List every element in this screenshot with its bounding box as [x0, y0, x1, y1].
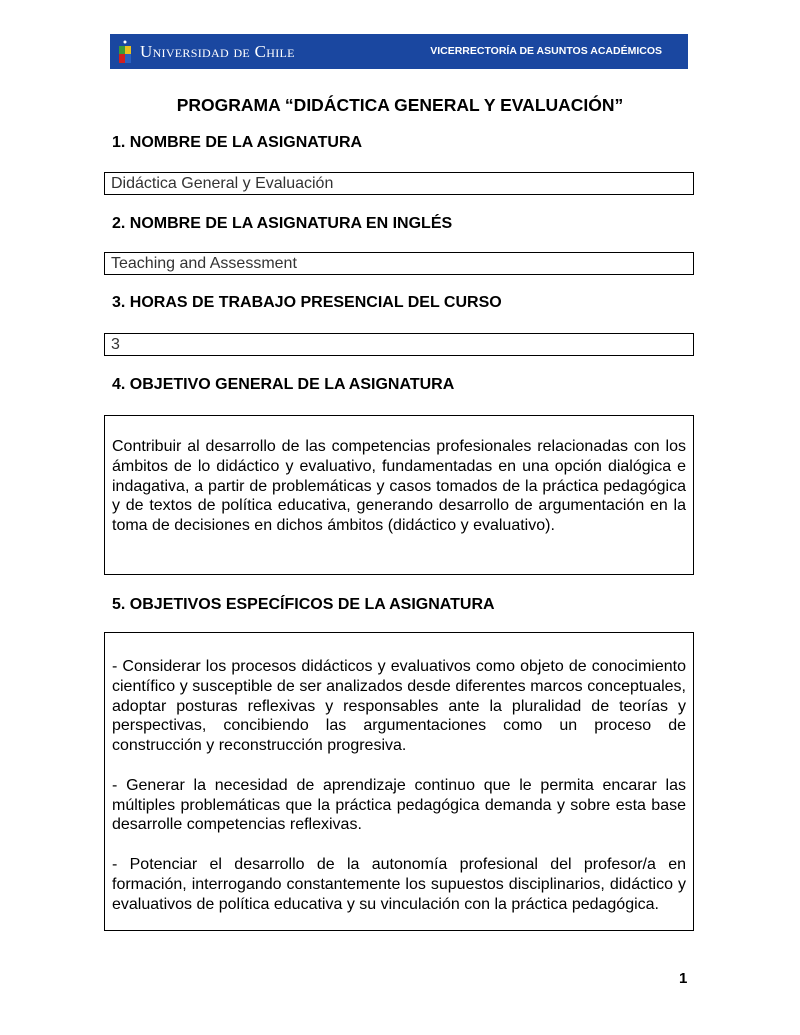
specific-objective-item: - Potenciar el desarrollo de la autonomía profesional del profesor/a en formación, interrogando constantemente los supuestos disciplinarios, didáctico y evaluativos de política educativa y su vinculación con la práctica pedagógica.: [112, 855, 686, 913]
contact-hours-field: 3: [104, 333, 694, 356]
specific-objectives-box: [104, 632, 694, 931]
office-name: VICERRECTORÍA DE ASUNTOS ACADÉMICOS: [430, 45, 662, 57]
page-number: 1: [679, 970, 688, 987]
general-objective-box: [104, 415, 694, 575]
header-banner: [110, 34, 688, 69]
university-name: Universidad de Chile: [140, 42, 295, 61]
section-4-heading: 4. OBJETIVO GENERAL DE LA ASIGNATURA: [112, 376, 455, 393]
section-1-heading: 1. NOMBRE DE LA ASIGNATURA: [112, 134, 363, 151]
section-2-heading: 2. NOMBRE DE LA ASIGNATURA EN INGLÉS: [112, 215, 453, 232]
specific-objective-item: - Considerar los procesos didácticos y evaluativos como objeto de conocimiento científico y susceptible de ser analizados desde diferentes marcos conceptuales, adoptar posturas reflexivas y responsables ante la pluralidad de teorías y perspectivas, concibiendo las argumentaciones como un proceso de construcción y reconstrucción progresiva.: [112, 658, 686, 755]
course-name-english-field: Teaching and Assessment: [104, 252, 694, 275]
section-3-heading: 3. HORAS DE TRABAJO PRESENCIAL DEL CURSO: [112, 294, 502, 311]
page-title: PROGRAMA “DIDÁCTICA GENERAL Y EVALUACIÓN”: [176, 95, 624, 115]
general-objective-text: Contribuir al desarrollo de las competencias profesionales relacionadas con los ámbitos de lo didáctico y evaluativo, fundamentadas en una opción dialógica e indagativa, a partir de problemáticas y casos tomados de la práctica pedagógica y de textos de política educativa, generando desarrollo de argumentación en la toma de decisiones en dichos ámbitos (didáctico y evaluativo).: [112, 438, 686, 535]
course-name-field: Didáctica General y Evaluación: [104, 172, 694, 195]
section-5-heading: 5. OBJETIVOS ESPECÍFICOS DE LA ASIGNATURA: [112, 596, 495, 613]
specific-objective-item: - Generar la necesidad de aprendizaje continuo que le permita encarar las múltiples problemáticas que la práctica pedagógica demanda y sobre esta base desarrolle competencias reflexivas.: [112, 776, 686, 834]
university-crest-icon: [118, 39, 132, 65]
